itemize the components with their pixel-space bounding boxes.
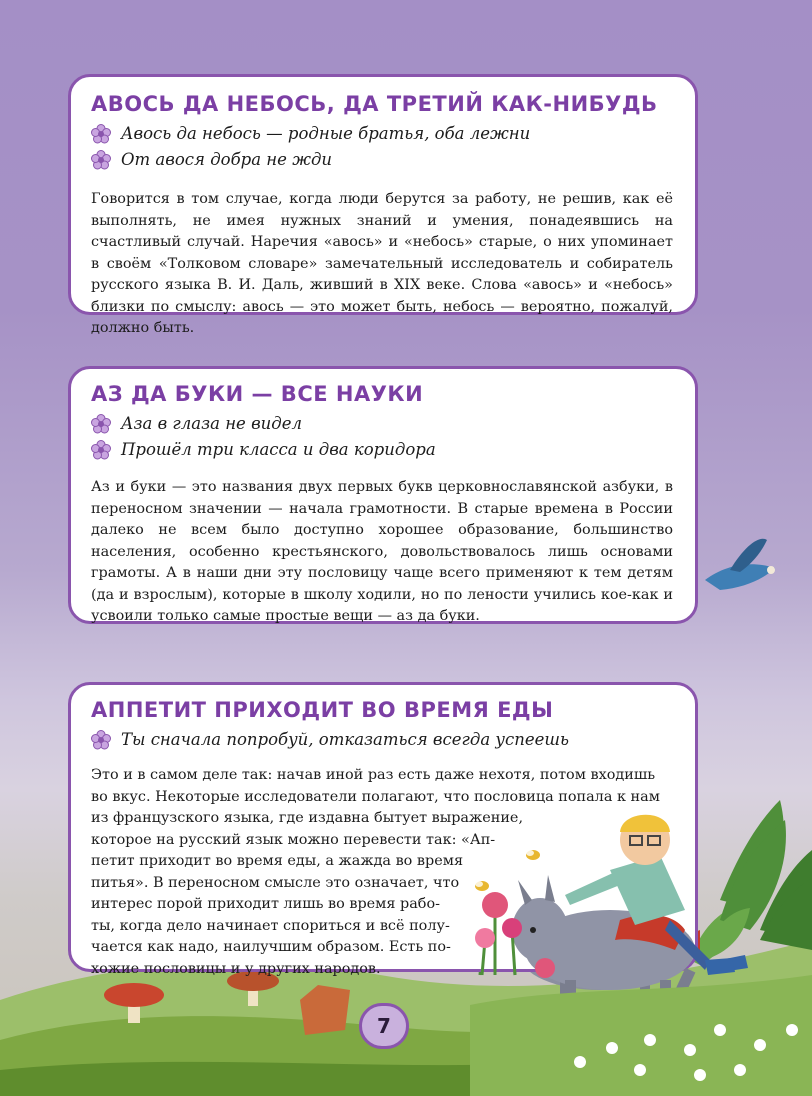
proverb-text: Авось да небось — родные братья, оба лежни: [121, 124, 531, 143]
section-title: АВОСЬ ДА НЕБОСЬ, ДА ТРЕТИЙ КАК-НИБУДЬ: [91, 92, 658, 116]
flower-bullet-icon: [91, 150, 111, 170]
page-number: 7: [359, 1003, 409, 1049]
proverb-item: [91, 727, 673, 753]
bird-icon: [705, 539, 775, 590]
body-line: во вкус. Некоторые исследователи полагают, что пословица попала к нам: [91, 788, 660, 805]
flower-bullet-icon: [91, 440, 111, 460]
proverb-text: Прошёл три класса и два коридора: [121, 440, 436, 459]
proverb-text: Аза в глаза не видел: [121, 414, 303, 433]
body-line: чается как надо, наилучшим образом. Есть по-: [91, 939, 451, 955]
proverb-text: Ты сначала попробуй, отказаться всегда успеешь: [121, 730, 569, 749]
proverb-item: [91, 411, 673, 437]
body-line: питья». В переносном смысле это означает, что: [91, 874, 460, 891]
proverb-item: [91, 147, 673, 173]
bee-icon: [475, 850, 540, 891]
body-line: Это и в самом деле так: начав иной раз есть даже нехотя, потом входишь: [91, 767, 656, 783]
proverb-item: [91, 121, 673, 147]
section-title: АЗ ДА БУКИ — ВСЕ НАУКИ: [91, 382, 424, 406]
body-line: которое на русский язык можно перевести так: «Ап-: [91, 831, 496, 848]
illustration-overlay: [470, 800, 812, 1096]
flower-bullet-icon: [91, 414, 111, 434]
body-line: из французского языка, где издавна бытует выражение,: [91, 810, 524, 826]
section-title: АППЕТИТ ПРИХОДИТ ВО ВРЕМЯ ЕДЫ: [91, 698, 554, 722]
body-line: ты, когда дело начинает спориться и всё полу-: [91, 917, 450, 934]
section-body: Говорится в том случае, когда люди берутся за работу, не решив, как её выполнять, не имея нужных знаний и умения, понадеявшись на счастливый случай. Наречия «авось» и «небось» старые, о них упоминает в своём «Толковом словаре» замечательный исследователь и собиратель русского языка В. И. Даль, живший в XIX веке. Слова «авось» и «небось» близки по смыслу: авось — это может быть, небось — вероятно, пожалуй, должно быть.: [91, 191, 673, 336]
body-line: хожие пословицы и у других народов.: [91, 960, 381, 977]
body-line: интерес порой приходит лишь во время рабо-: [91, 896, 441, 912]
section-card-az-da-buki: [68, 366, 698, 624]
plant-leaves: [705, 820, 812, 958]
proverb-text: От авося добра не жди: [121, 150, 333, 169]
body-line: петит приходит во время еды, а жажда во время: [91, 853, 464, 869]
section-body: Аз и буки — это названия двух первых букв церковнославянской азбуки, в переносном значении — начала грамотности. В старые времена в России далеко не всем было доступно хорошее образование, большинство населения, особенно крестьянского, довольствовалось лишь основами грамоты. А в наши дни эту пословицу чаще всего применяют к тем детям (да и взрослым), которые в школу ходили, но по лености учились кое-как и усвоили только самые простые вещи — аз да буки.: [91, 479, 673, 624]
flower-bullet-icon: [91, 730, 111, 750]
section-card-avos: [68, 74, 698, 336]
proverb-item: [91, 437, 673, 463]
flower-bullet-icon: [91, 124, 111, 144]
